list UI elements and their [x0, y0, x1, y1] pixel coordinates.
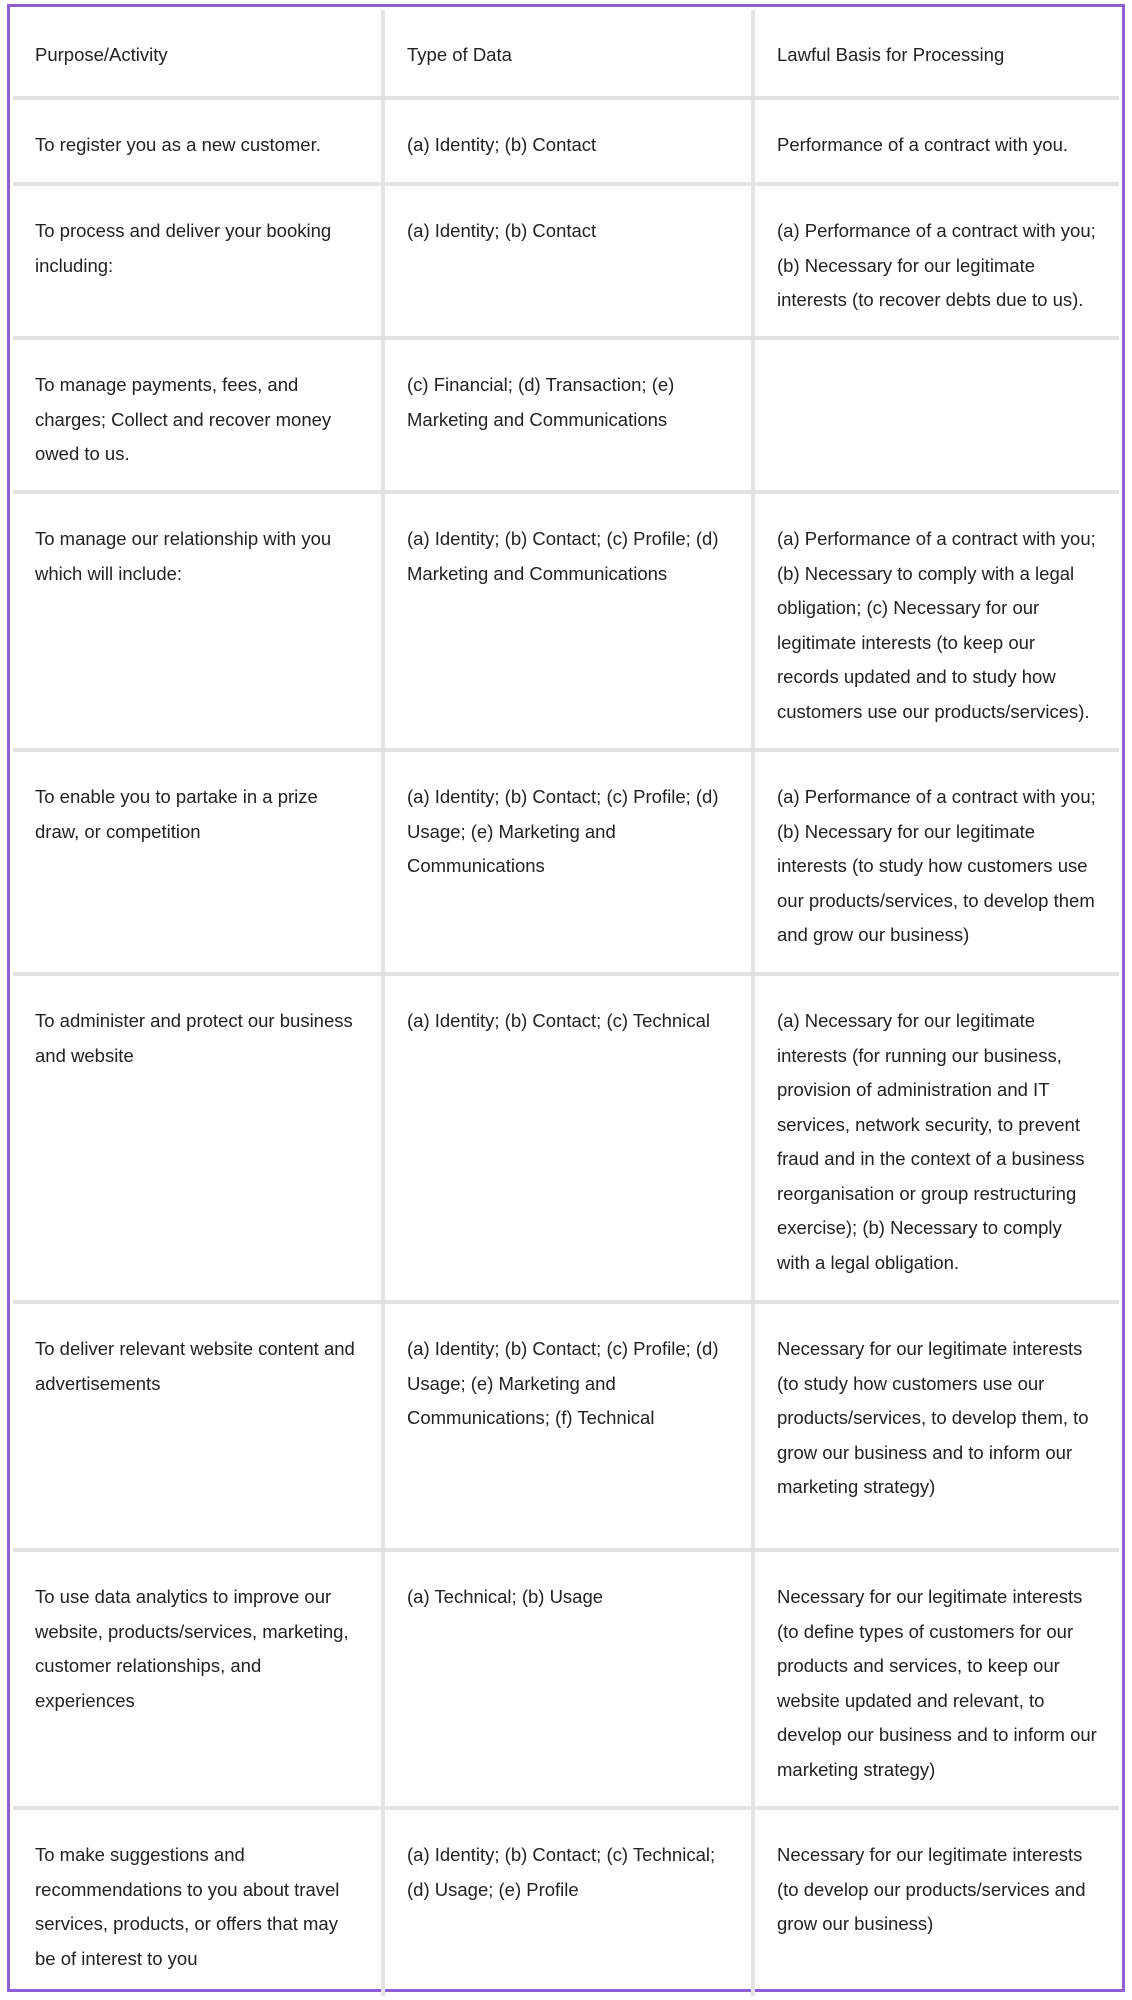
- table-row: [13, 492, 1119, 750]
- cell-type-of-data: (a) Identity; (b) Contact; (c) Profile; (d) Usage; (e) Marketing and Communications; (f) Technical: [383, 1302, 753, 1550]
- cell-type-of-data: (a) Identity; (b) Contact; (c) Profile; (d) Usage; (e) Marketing and Communications: [383, 750, 753, 974]
- cell-purpose: To register you as a new customer.: [13, 98, 383, 184]
- table-row: [13, 1550, 1119, 1808]
- header-type-of-data: Type of Data: [383, 10, 753, 98]
- cell-type-of-data: (c) Financial; (d) Transaction; (e) Marketing and Communications: [383, 338, 753, 492]
- cell-lawful-basis: (a) Performance of a contract with you; (b) Necessary for our legitimate interests (to recover debts due to us).: [753, 184, 1119, 338]
- cell-type-of-data: (a) Identity; (b) Contact: [383, 98, 753, 184]
- table-frame: [7, 4, 1125, 1992]
- table-row: [13, 338, 1119, 492]
- table-header-row: [13, 10, 1119, 98]
- table-row: [13, 1808, 1119, 1996]
- cell-lawful-basis: Necessary for our legitimate interests (to study how customers use our products/services, to develop them, to grow our business and to inform our marketing strategy): [753, 1302, 1119, 1550]
- cell-lawful-basis: (a) Necessary for our legitimate interests (for running our business, provision of administration and IT services, network security, to prevent fraud and in the context of a business reorganisation or group restructuring exercise); (b) Necessary to comply with a legal obligation.: [753, 974, 1119, 1302]
- cell-purpose: To make suggestions and recommendations to you about travel services, products, or offers that may be of interest to you: [13, 1808, 383, 1996]
- cell-lawful-basis: Necessary for our legitimate interests (to define types of customers for our products and services, to keep our website updated and relevant, to develop our business and to inform our marketing strategy): [753, 1550, 1119, 1808]
- header-purpose: Purpose/Activity: [13, 10, 383, 98]
- cell-lawful-basis: Performance of a contract with you.: [753, 98, 1119, 184]
- cell-purpose: To deliver relevant website content and advertisements: [13, 1302, 383, 1550]
- table-row: [13, 98, 1119, 184]
- header-lawful-basis: Lawful Basis for Processing: [753, 10, 1119, 98]
- cell-lawful-basis: Necessary for our legitimate interests (to develop our products/services and grow our business): [753, 1808, 1119, 1996]
- cell-type-of-data: (a) Identity; (b) Contact; (c) Technical: [383, 974, 753, 1302]
- cell-purpose: To use data analytics to improve our website, products/services, marketing, customer relationships, and experiences: [13, 1550, 383, 1808]
- table-row: [13, 974, 1119, 1302]
- cell-purpose: To manage our relationship with you which will include:: [13, 492, 383, 750]
- cell-lawful-basis: (a) Performance of a contract with you; (b) Necessary for our legitimate interests (to study how customers use our products/services, to develop them and grow our business): [753, 750, 1119, 974]
- table-row: [13, 750, 1119, 974]
- cell-purpose: To process and deliver your booking including:: [13, 184, 383, 338]
- cell-type-of-data: (a) Technical; (b) Usage: [383, 1550, 753, 1808]
- cell-lawful-basis: [753, 338, 1119, 492]
- cell-type-of-data: (a) Identity; (b) Contact: [383, 184, 753, 338]
- table-row: [13, 1302, 1119, 1550]
- cell-type-of-data: (a) Identity; (b) Contact; (c) Technical; (d) Usage; (e) Profile: [383, 1808, 753, 1996]
- cell-type-of-data: (a) Identity; (b) Contact; (c) Profile; (d) Marketing and Communications: [383, 492, 753, 750]
- cell-purpose: To manage payments, fees, and charges; Collect and recover money owed to us.: [13, 338, 383, 492]
- table-row: [13, 184, 1119, 338]
- cell-purpose: To enable you to partake in a prize draw, or competition: [13, 750, 383, 974]
- cell-purpose: To administer and protect our business and website: [13, 974, 383, 1302]
- cell-lawful-basis: (a) Performance of a contract with you; (b) Necessary to comply with a legal obligation; (c) Necessary for our legitimate interests (to keep our records updated and to study how customers use our products/services).: [753, 492, 1119, 750]
- lawful-basis-table: [13, 10, 1119, 1996]
